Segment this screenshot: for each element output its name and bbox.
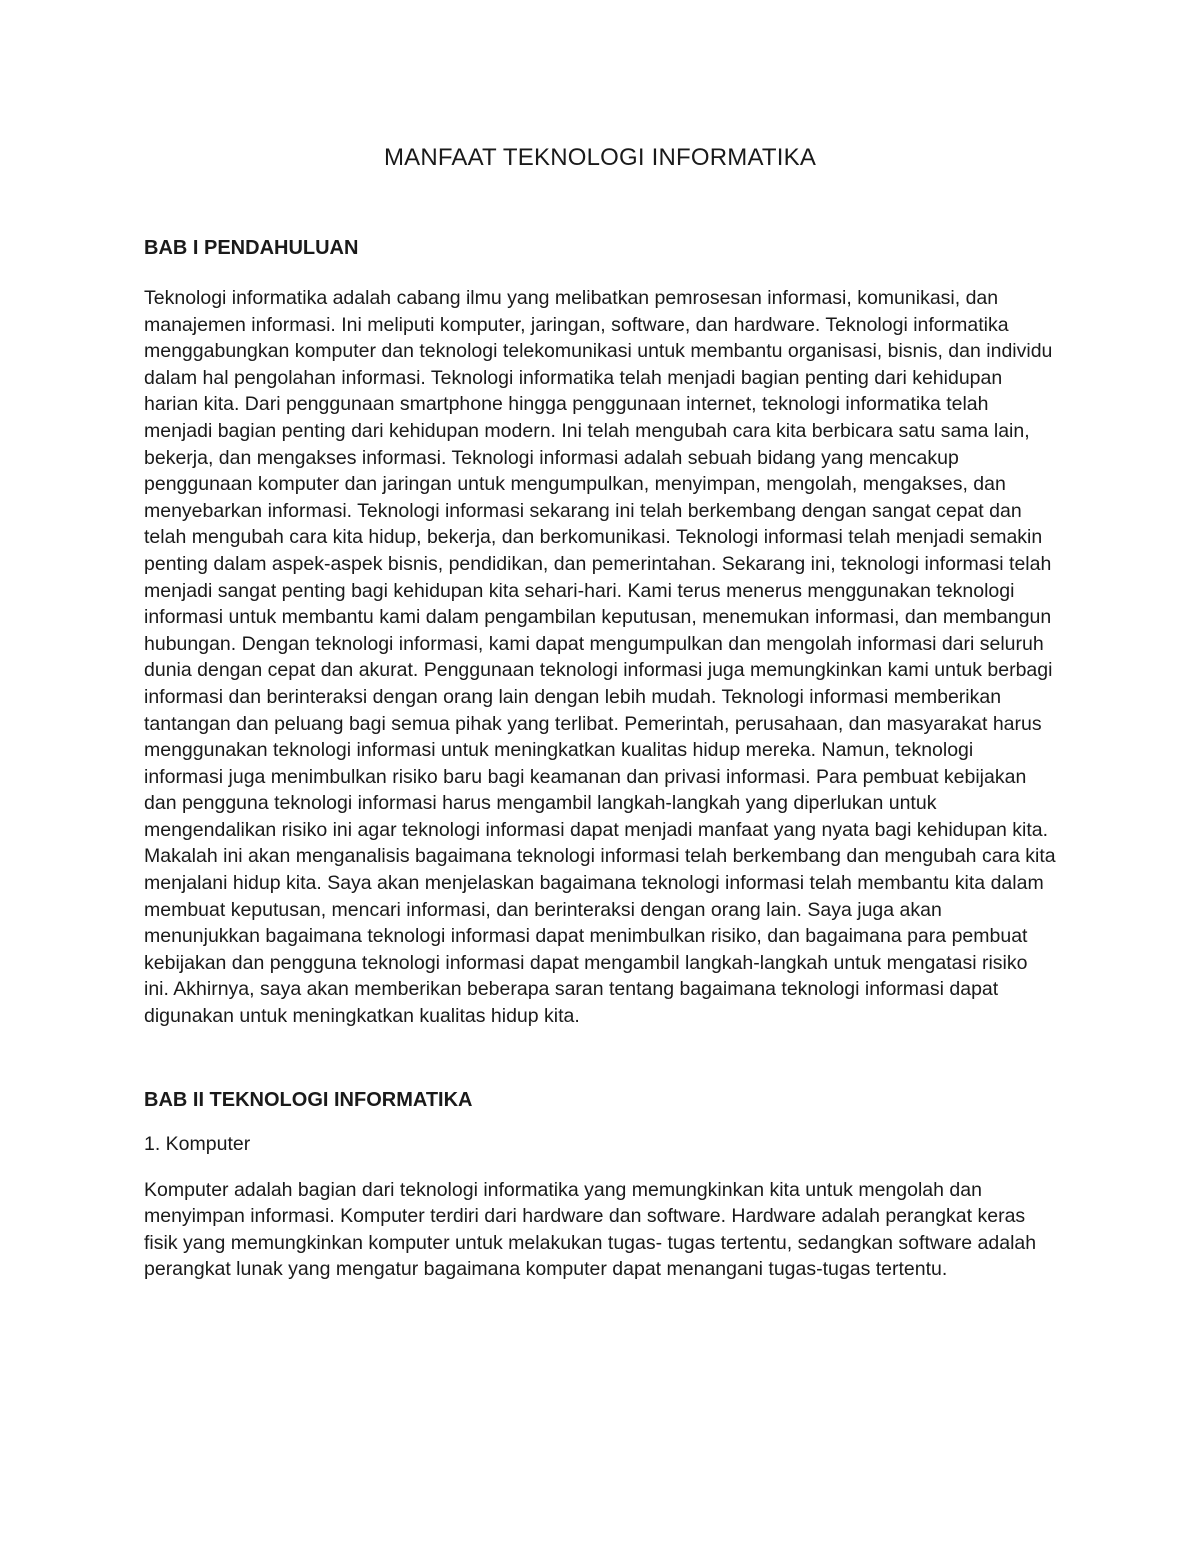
document-page xyxy=(144,140,1056,1283)
section-heading-bab-2: BAB II TEKNOLOGI INFORMATIKA xyxy=(144,1088,473,1111)
section-paragraph-bab-1: Teknologi informatika adalah cabang ilmu yang melibatkan pemrosesan informasi, komunikasi, dan manajemen informasi. Ini meliputi komputer, jaringan, software, dan hardware. Teknologi informatika menggabungkan komputer dan teknologi telekomunikasi untuk membantu organisasi, bisnis, dan individu dalam hal pengolahan informasi. Teknologi informatika telah menjadi bagian penting dari kehidupan harian kita. Dari penggunaan smartphone hingga penggunaan internet, teknologi informatika telah menjadi bagian penting dari kehidupan modern. Ini telah mengubah cara kita berbicara satu sama lain, bekerja, dan mengakses informasi. Teknologi informasi adalah sebuah bidang yang mencakup penggunaan komputer dan jaringan untuk mengumpulkan, menyimpan, mengolah, mengakses, dan menyebarkan informasi. Teknologi informasi sekarang ini telah berkembang dengan sangat cepat dan telah mengubah cara kita hidup, bekerja, dan berkomunikasi. Teknologi informasi telah menjadi semakin penting dalam aspek-aspek bisnis, pendidikan, dan pemerintahan. Sekarang ini, teknologi informasi telah menjadi sangat penting bagi kehidupan kita sehari-hari. Kami terus menerus menggunakan teknologi informasi untuk membantu kami dalam pengambilan keputusan, menemukan informasi, dan membangun hubungan. Dengan teknologi informasi, kami dapat mengumpulkan dan mengolah informasi dari seluruh dunia dengan cepat dan akurat. Penggunaan teknologi informasi juga memungkinkan kami untuk berbagi informasi dan berinteraksi dengan orang lain dengan lebih mudah. Teknologi informasi memberikan tantangan dan peluang bagi semua pihak yang terlibat. Pemerintah, perusahaan, dan masyarakat harus menggunakan teknologi informasi untuk meningkatkan kualitas hidup mereka. Namun, teknologi informasi juga menimbulkan risiko baru bagi keamanan dan privasi informasi. Para pembuat kebijakan dan pengguna teknologi informasi harus mengambil langkah-langkah yang diperlukan untuk mengendalikan risiko ini agar teknologi informasi dapat menjadi manfaat yang nyata bagi kehidupan kita. Makalah ini akan menganalisis bagaimana teknologi informasi telah berkembang dan mengubah cara kita menjalani hidup kita. Saya akan menjelaskan bagaimana teknologi informasi telah membantu kita dalam membuat keputusan, mencari informasi, dan berinteraksi dengan orang lain. Saya juga akan menunjukkan bagaimana teknologi informasi dapat menimbulkan risiko, dan bagaimana para pembuat kebijakan dan pengguna teknologi informasi dapat mengambil langkah-langkah untuk mengatasi risiko ini. Akhirnya, saya akan memberikan beberapa saran tentang bagaimana teknologi informasi dapat digunakan untuk meningkatkan kualitas hidup kita. xyxy=(144,287,1056,1028)
subheading-komputer: 1. Komputer xyxy=(144,1132,251,1155)
section-heading-bab-1: BAB I PENDAHULUAN xyxy=(144,237,359,259)
section-paragraph-komputer: Komputer adalah bagian dari teknologi informatika yang memungkinkan kita untuk mengolah dan menyimpan informasi. Komputer terdiri dari hardware dan software. Hardware adalah perangkat keras fisik yang memungkinkan komputer untuk melakukan tugas- tugas tertentu, sedangkan software adalah perangkat lunak yang mengatur bagaimana komputer dapat menangani tugas-tugas tertentu. xyxy=(144,1178,1037,1281)
document-title: MANFAAT TEKNOLOGI INFORMATIKA xyxy=(383,144,817,171)
